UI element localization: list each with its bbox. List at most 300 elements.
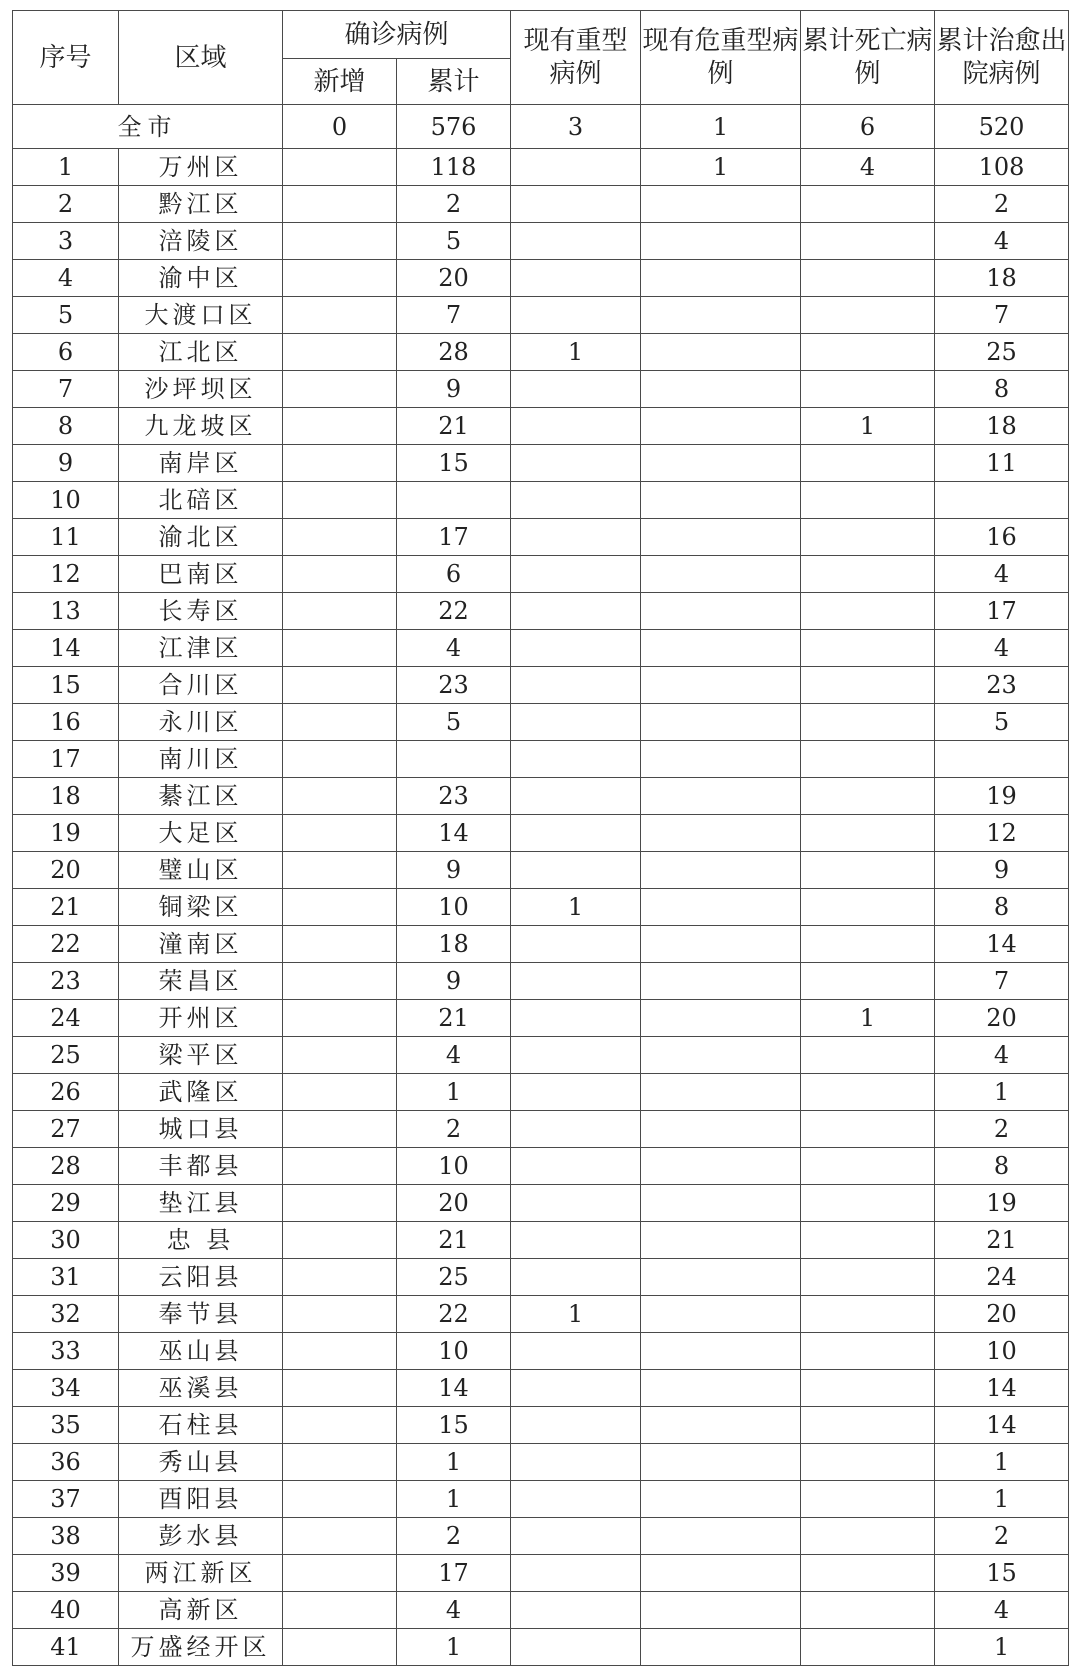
header-serial: 序号 xyxy=(13,11,119,105)
total-cases-cell: 10 xyxy=(397,1148,511,1185)
critical-cell xyxy=(641,963,801,1000)
table-row xyxy=(13,260,1069,297)
deaths-cell xyxy=(801,334,935,371)
total-cases-cell: 22 xyxy=(397,593,511,630)
region-cell: 永川区 xyxy=(119,704,283,741)
region-cell: 巫溪县 xyxy=(119,1370,283,1407)
serial-cell: 5 xyxy=(13,297,119,334)
critical-cell xyxy=(641,445,801,482)
table-row xyxy=(13,1185,1069,1222)
total-cases-cell: 2 xyxy=(397,1111,511,1148)
table-row xyxy=(13,223,1069,260)
serial-cell: 36 xyxy=(13,1444,119,1481)
recovered-cell: 19 xyxy=(935,778,1069,815)
recovered-cell: 1 xyxy=(935,1074,1069,1111)
critical-cell xyxy=(641,1370,801,1407)
severe-cell xyxy=(511,1592,641,1629)
table-row xyxy=(13,1148,1069,1185)
total-cases-cell: 2 xyxy=(397,186,511,223)
deaths-cell xyxy=(801,556,935,593)
header-region: 区域 xyxy=(119,11,283,105)
critical-cell xyxy=(641,1407,801,1444)
serial-cell: 21 xyxy=(13,889,119,926)
table-row xyxy=(13,297,1069,334)
severe-cell xyxy=(511,741,641,778)
deaths-cell xyxy=(801,1148,935,1185)
deaths-cell xyxy=(801,815,935,852)
deaths-cell xyxy=(801,186,935,223)
table-body xyxy=(13,105,1069,1666)
total-new: 0 xyxy=(283,105,397,149)
critical-cell xyxy=(641,1222,801,1259)
total-severe: 3 xyxy=(511,105,641,149)
total-cases-cell: 4 xyxy=(397,1037,511,1074)
severe-cell xyxy=(511,1370,641,1407)
table-row xyxy=(13,1296,1069,1333)
table-row xyxy=(13,926,1069,963)
serial-cell: 14 xyxy=(13,630,119,667)
severe-cell xyxy=(511,1037,641,1074)
new-cases-cell xyxy=(283,1296,397,1333)
serial-cell: 13 xyxy=(13,593,119,630)
severe-cell xyxy=(511,408,641,445)
critical-cell xyxy=(641,704,801,741)
total-cases-cell: 15 xyxy=(397,1407,511,1444)
total-cases-cell: 21 xyxy=(397,1222,511,1259)
serial-cell: 39 xyxy=(13,1555,119,1592)
region-cell: 璧山区 xyxy=(119,852,283,889)
critical-cell xyxy=(641,260,801,297)
deaths-cell xyxy=(801,1259,935,1296)
region-cell: 潼南区 xyxy=(119,926,283,963)
total-cases-cell: 1 xyxy=(397,1629,511,1666)
serial-cell: 34 xyxy=(13,1370,119,1407)
recovered-cell: 5 xyxy=(935,704,1069,741)
severe-cell xyxy=(511,223,641,260)
severe-cell xyxy=(511,556,641,593)
table-row xyxy=(13,630,1069,667)
region-cell: 铜梁区 xyxy=(119,889,283,926)
region-cell: 云阳县 xyxy=(119,1259,283,1296)
new-cases-cell xyxy=(283,408,397,445)
serial-cell: 9 xyxy=(13,445,119,482)
region-cell: 高新区 xyxy=(119,1592,283,1629)
new-cases-cell xyxy=(283,1000,397,1037)
deaths-cell xyxy=(801,1111,935,1148)
region-cell: 大渡口区 xyxy=(119,297,283,334)
total-deaths: 6 xyxy=(801,105,935,149)
severe-cell xyxy=(511,1111,641,1148)
region-cell: 巴南区 xyxy=(119,556,283,593)
critical-cell xyxy=(641,778,801,815)
new-cases-cell xyxy=(283,926,397,963)
region-cell: 忠 县 xyxy=(119,1222,283,1259)
critical-cell xyxy=(641,223,801,260)
region-cell: 黔江区 xyxy=(119,186,283,223)
total-cases-cell xyxy=(397,482,511,519)
total-cases-cell: 4 xyxy=(397,1592,511,1629)
region-cell: 大足区 xyxy=(119,815,283,852)
table-row xyxy=(13,815,1069,852)
new-cases-cell xyxy=(283,1222,397,1259)
critical-cell xyxy=(641,889,801,926)
severe-cell xyxy=(511,1629,641,1666)
critical-cell xyxy=(641,519,801,556)
total-cases-cell: 21 xyxy=(397,1000,511,1037)
table-row xyxy=(13,149,1069,186)
total-confirmed: 576 xyxy=(397,105,511,149)
critical-cell xyxy=(641,1000,801,1037)
serial-cell: 31 xyxy=(13,1259,119,1296)
region-cell: 涪陵区 xyxy=(119,223,283,260)
serial-cell: 17 xyxy=(13,741,119,778)
total-cases-cell: 10 xyxy=(397,889,511,926)
total-cases-cell xyxy=(397,741,511,778)
total-cases-cell: 9 xyxy=(397,963,511,1000)
severe-cell xyxy=(511,1333,641,1370)
serial-cell: 11 xyxy=(13,519,119,556)
recovered-cell: 4 xyxy=(935,223,1069,260)
recovered-cell: 17 xyxy=(935,593,1069,630)
new-cases-cell xyxy=(283,371,397,408)
severe-cell xyxy=(511,593,641,630)
header-deaths: 累计死亡病例 xyxy=(801,11,935,105)
deaths-cell xyxy=(801,1407,935,1444)
table-row xyxy=(13,778,1069,815)
severe-cell xyxy=(511,1222,641,1259)
severe-cell xyxy=(511,704,641,741)
total-cases-cell: 28 xyxy=(397,334,511,371)
region-cell: 秀山县 xyxy=(119,1444,283,1481)
total-cases-cell: 14 xyxy=(397,815,511,852)
region-cell: 渝北区 xyxy=(119,519,283,556)
recovered-cell: 4 xyxy=(935,630,1069,667)
recovered-cell xyxy=(935,482,1069,519)
critical-cell xyxy=(641,482,801,519)
severe-cell xyxy=(511,667,641,704)
table-row xyxy=(13,889,1069,926)
table-row xyxy=(13,704,1069,741)
severe-cell xyxy=(511,149,641,186)
new-cases-cell xyxy=(283,815,397,852)
recovered-cell: 108 xyxy=(935,149,1069,186)
critical-cell xyxy=(641,1592,801,1629)
new-cases-cell xyxy=(283,1333,397,1370)
table-row xyxy=(13,1333,1069,1370)
serial-cell: 2 xyxy=(13,186,119,223)
table-row xyxy=(13,1555,1069,1592)
new-cases-cell xyxy=(283,260,397,297)
serial-cell: 4 xyxy=(13,260,119,297)
header-confirmed-new: 新增 xyxy=(283,59,397,105)
total-cases-cell: 15 xyxy=(397,445,511,482)
critical-cell xyxy=(641,593,801,630)
recovered-cell: 7 xyxy=(935,963,1069,1000)
deaths-cell xyxy=(801,593,935,630)
table-row xyxy=(13,1037,1069,1074)
new-cases-cell xyxy=(283,593,397,630)
total-recovered: 520 xyxy=(935,105,1069,149)
recovered-cell: 4 xyxy=(935,1037,1069,1074)
table-row xyxy=(13,1407,1069,1444)
serial-cell: 7 xyxy=(13,371,119,408)
total-cases-cell: 22 xyxy=(397,1296,511,1333)
new-cases-cell xyxy=(283,1444,397,1481)
deaths-cell xyxy=(801,852,935,889)
critical-cell: 1 xyxy=(641,149,801,186)
table-row xyxy=(13,667,1069,704)
table-row xyxy=(13,1444,1069,1481)
critical-cell xyxy=(641,1074,801,1111)
new-cases-cell xyxy=(283,556,397,593)
total-cases-cell: 23 xyxy=(397,778,511,815)
table-row xyxy=(13,1370,1069,1407)
table-row xyxy=(13,556,1069,593)
deaths-cell xyxy=(801,778,935,815)
serial-cell: 41 xyxy=(13,1629,119,1666)
serial-cell: 25 xyxy=(13,1037,119,1074)
region-cell: 万盛经开区 xyxy=(119,1629,283,1666)
region-cell: 彭水县 xyxy=(119,1518,283,1555)
critical-cell xyxy=(641,1333,801,1370)
header-confirmed-total: 累计 xyxy=(397,59,511,105)
table-row xyxy=(13,741,1069,778)
critical-cell xyxy=(641,1148,801,1185)
header-recovered: 累计治愈出院病例 xyxy=(935,11,1069,105)
new-cases-cell xyxy=(283,1370,397,1407)
new-cases-cell xyxy=(283,1259,397,1296)
recovered-cell: 8 xyxy=(935,371,1069,408)
serial-cell: 15 xyxy=(13,667,119,704)
severe-cell xyxy=(511,1074,641,1111)
deaths-cell xyxy=(801,741,935,778)
region-cell: 江北区 xyxy=(119,334,283,371)
new-cases-cell xyxy=(283,963,397,1000)
serial-cell: 24 xyxy=(13,1000,119,1037)
critical-cell xyxy=(641,1259,801,1296)
new-cases-cell xyxy=(283,1592,397,1629)
critical-cell xyxy=(641,852,801,889)
deaths-cell: 1 xyxy=(801,1000,935,1037)
deaths-cell xyxy=(801,630,935,667)
recovered-cell: 15 xyxy=(935,1555,1069,1592)
total-cases-cell: 1 xyxy=(397,1444,511,1481)
severe-cell xyxy=(511,1518,641,1555)
new-cases-cell xyxy=(283,1629,397,1666)
recovered-cell: 8 xyxy=(935,1148,1069,1185)
severe-cell xyxy=(511,1259,641,1296)
region-cell: 丰都县 xyxy=(119,1148,283,1185)
critical-cell xyxy=(641,297,801,334)
total-cases-cell: 6 xyxy=(397,556,511,593)
table-row xyxy=(13,1592,1069,1629)
table-row xyxy=(13,445,1069,482)
table-row xyxy=(13,1000,1069,1037)
critical-cell xyxy=(641,1111,801,1148)
recovered-cell: 14 xyxy=(935,1370,1069,1407)
region-cell: 石柱县 xyxy=(119,1407,283,1444)
deaths-cell xyxy=(801,1074,935,1111)
deaths-cell xyxy=(801,1296,935,1333)
new-cases-cell xyxy=(283,1555,397,1592)
recovered-cell: 20 xyxy=(935,1296,1069,1333)
deaths-cell xyxy=(801,260,935,297)
deaths-cell xyxy=(801,926,935,963)
table-row xyxy=(13,519,1069,556)
table-row xyxy=(13,186,1069,223)
deaths-cell xyxy=(801,704,935,741)
recovered-cell: 14 xyxy=(935,1407,1069,1444)
serial-cell: 32 xyxy=(13,1296,119,1333)
table-row xyxy=(13,1222,1069,1259)
serial-cell: 40 xyxy=(13,1592,119,1629)
severe-cell xyxy=(511,815,641,852)
total-cases-cell: 9 xyxy=(397,852,511,889)
total-cases-cell: 25 xyxy=(397,1259,511,1296)
new-cases-cell xyxy=(283,778,397,815)
deaths-cell xyxy=(801,963,935,1000)
region-cell: 奉节县 xyxy=(119,1296,283,1333)
table-row xyxy=(13,1629,1069,1666)
header-critical: 现有危重型病例 xyxy=(641,11,801,105)
new-cases-cell xyxy=(283,186,397,223)
recovered-cell: 8 xyxy=(935,889,1069,926)
recovered-cell: 7 xyxy=(935,297,1069,334)
severe-cell xyxy=(511,1555,641,1592)
total-cases-cell: 2 xyxy=(397,1518,511,1555)
total-label: 全市 xyxy=(13,105,283,149)
region-cell: 酉阳县 xyxy=(119,1481,283,1518)
header-severe: 现有重型病例 xyxy=(511,11,641,105)
critical-cell xyxy=(641,741,801,778)
severe-cell xyxy=(511,482,641,519)
total-cases-cell: 5 xyxy=(397,704,511,741)
recovered-cell: 18 xyxy=(935,260,1069,297)
deaths-cell xyxy=(801,445,935,482)
serial-cell: 33 xyxy=(13,1333,119,1370)
total-critical: 1 xyxy=(641,105,801,149)
table-row xyxy=(13,408,1069,445)
recovered-cell: 4 xyxy=(935,1592,1069,1629)
severe-cell xyxy=(511,445,641,482)
recovered-cell: 10 xyxy=(935,1333,1069,1370)
severe-cell xyxy=(511,186,641,223)
new-cases-cell xyxy=(283,223,397,260)
serial-cell: 10 xyxy=(13,482,119,519)
table-row xyxy=(13,1111,1069,1148)
total-cases-cell: 21 xyxy=(397,408,511,445)
recovered-cell: 25 xyxy=(935,334,1069,371)
critical-cell xyxy=(641,556,801,593)
region-cell: 巫山县 xyxy=(119,1333,283,1370)
serial-cell: 23 xyxy=(13,963,119,1000)
new-cases-cell xyxy=(283,1074,397,1111)
deaths-cell xyxy=(801,889,935,926)
deaths-cell xyxy=(801,1333,935,1370)
total-cases-cell: 1 xyxy=(397,1481,511,1518)
critical-cell xyxy=(641,1185,801,1222)
critical-cell xyxy=(641,926,801,963)
header-confirmed: 确诊病例 xyxy=(283,11,511,59)
recovered-cell: 11 xyxy=(935,445,1069,482)
new-cases-cell xyxy=(283,1111,397,1148)
new-cases-cell xyxy=(283,1518,397,1555)
deaths-cell xyxy=(801,1444,935,1481)
severe-cell xyxy=(511,260,641,297)
new-cases-cell xyxy=(283,519,397,556)
deaths-cell: 4 xyxy=(801,149,935,186)
total-cases-cell: 10 xyxy=(397,1333,511,1370)
region-cell: 垫江县 xyxy=(119,1185,283,1222)
serial-cell: 27 xyxy=(13,1111,119,1148)
severe-cell xyxy=(511,852,641,889)
recovered-cell: 1 xyxy=(935,1481,1069,1518)
total-cases-cell: 23 xyxy=(397,667,511,704)
severe-cell xyxy=(511,926,641,963)
deaths-cell: 1 xyxy=(801,408,935,445)
critical-cell xyxy=(641,1296,801,1333)
table-row xyxy=(13,1481,1069,1518)
critical-cell xyxy=(641,186,801,223)
serial-cell: 29 xyxy=(13,1185,119,1222)
total-cases-cell: 9 xyxy=(397,371,511,408)
serial-cell: 16 xyxy=(13,704,119,741)
new-cases-cell xyxy=(283,704,397,741)
case-statistics-table xyxy=(12,10,1069,1666)
severe-cell xyxy=(511,371,641,408)
critical-cell xyxy=(641,371,801,408)
deaths-cell xyxy=(801,1518,935,1555)
region-cell: 南岸区 xyxy=(119,445,283,482)
table-header xyxy=(13,11,1069,105)
region-cell: 荣昌区 xyxy=(119,963,283,1000)
deaths-cell xyxy=(801,297,935,334)
critical-cell xyxy=(641,630,801,667)
table-row xyxy=(13,852,1069,889)
region-cell: 九龙坡区 xyxy=(119,408,283,445)
region-cell: 沙坪坝区 xyxy=(119,371,283,408)
deaths-cell xyxy=(801,1592,935,1629)
critical-cell xyxy=(641,1481,801,1518)
region-cell: 武隆区 xyxy=(119,1074,283,1111)
new-cases-cell xyxy=(283,889,397,926)
critical-cell xyxy=(641,334,801,371)
table-row xyxy=(13,593,1069,630)
critical-cell xyxy=(641,1518,801,1555)
recovered-cell: 20 xyxy=(935,1000,1069,1037)
deaths-cell xyxy=(801,1481,935,1518)
region-cell: 开州区 xyxy=(119,1000,283,1037)
recovered-cell: 2 xyxy=(935,1111,1069,1148)
critical-cell xyxy=(641,1444,801,1481)
new-cases-cell xyxy=(283,1481,397,1518)
serial-cell: 37 xyxy=(13,1481,119,1518)
serial-cell: 8 xyxy=(13,408,119,445)
severe-cell: 1 xyxy=(511,889,641,926)
recovered-cell xyxy=(935,741,1069,778)
total-cases-cell: 14 xyxy=(397,1370,511,1407)
new-cases-cell xyxy=(283,1037,397,1074)
serial-cell: 22 xyxy=(13,926,119,963)
new-cases-cell xyxy=(283,630,397,667)
total-cases-cell: 17 xyxy=(397,519,511,556)
recovered-cell: 1 xyxy=(935,1444,1069,1481)
region-cell: 长寿区 xyxy=(119,593,283,630)
critical-cell xyxy=(641,1629,801,1666)
serial-cell: 18 xyxy=(13,778,119,815)
recovered-cell: 2 xyxy=(935,1518,1069,1555)
severe-cell xyxy=(511,1444,641,1481)
